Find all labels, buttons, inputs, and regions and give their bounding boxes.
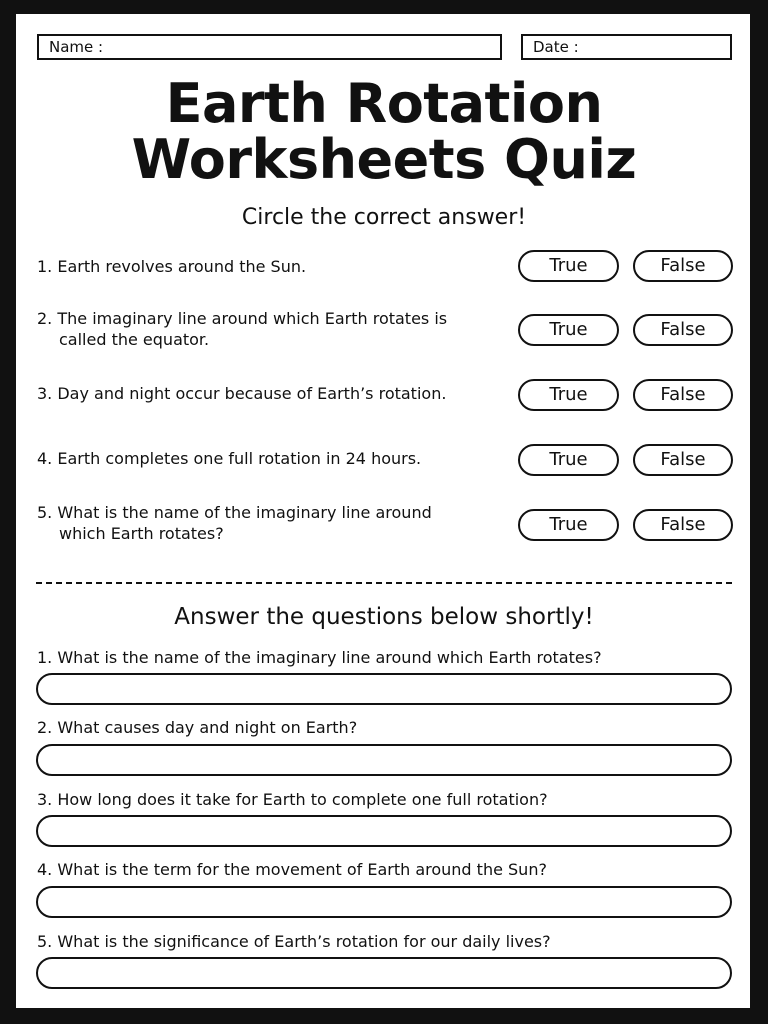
tf-question-number: 4. [37, 449, 53, 468]
tf-question-text: What is the name of the imaginary line around [57, 503, 432, 522]
sa-answer-field-5[interactable] [36, 957, 732, 989]
tf-4-true-option[interactable]: True [518, 444, 619, 476]
tf-5-true-option[interactable]: True [518, 509, 619, 541]
tf-question-2 [37, 308, 497, 350]
instructions-subtitle: Circle the correct answer! [241, 205, 527, 230]
name-field[interactable] [37, 34, 502, 60]
sa-question-text: How long does it take for Earth to complete one full rotation? [57, 790, 548, 809]
tf-question-text: Earth completes one full rotation in 24 hours. [57, 449, 422, 468]
tf-question-5 [37, 502, 497, 544]
tf-question-number: 2. [37, 309, 53, 328]
tf-3-true-option[interactable]: True [518, 379, 619, 411]
sa-question-text: What is the name of the imaginary line around which Earth rotates? [57, 648, 602, 667]
tf-4-false-option[interactable]: False [633, 444, 733, 476]
sa-question-text: What is the significance of Earth’s rotation for our daily lives? [57, 932, 551, 951]
date-field[interactable] [521, 34, 732, 60]
tf-1-true-option[interactable]: True [518, 250, 619, 282]
tf-1-false-option[interactable]: False [633, 250, 733, 282]
sa-question-3 [37, 789, 737, 810]
sa-question-number: 3. [37, 790, 53, 809]
tf-2-false-option[interactable]: False [633, 314, 733, 346]
title-line-1: Earth Rotation [165, 72, 603, 135]
tf-question-text-continued: called the equator. [59, 330, 210, 349]
tf-question-number: 3. [37, 384, 53, 403]
sa-answer-field-2[interactable] [36, 744, 732, 776]
tf-question-4 [37, 448, 497, 469]
sa-question-4 [37, 859, 737, 880]
sa-question-number: 5. [37, 932, 53, 951]
sa-question-text: What is the term for the movement of Earth around the Sun? [57, 860, 547, 879]
tf-question-text: Day and night occur because of Earth’s rotation. [57, 384, 447, 403]
short-answer-heading: Answer the questions below shortly! [174, 604, 594, 630]
sa-question-5 [37, 931, 737, 952]
tf-2-true-option[interactable]: True [518, 314, 619, 346]
tf-question-number: 5. [37, 503, 53, 522]
title-line-2: Worksheets Quiz [131, 128, 637, 191]
sa-answer-field-4[interactable] [36, 886, 732, 918]
tf-question-text-continued: which Earth rotates? [59, 524, 224, 543]
tf-question-1 [37, 256, 497, 277]
page-title [0, 72, 768, 191]
sa-question-text: What causes day and night on Earth? [57, 718, 358, 737]
sa-question-number: 4. [37, 860, 53, 879]
tf-3-false-option[interactable]: False [633, 379, 733, 411]
sa-answer-field-3[interactable] [36, 815, 732, 847]
sa-answer-field-1[interactable] [36, 673, 732, 705]
section-divider [36, 582, 732, 584]
sa-question-number: 1. [37, 648, 53, 667]
sa-question-2 [37, 717, 737, 738]
sa-question-number: 2. [37, 718, 53, 737]
tf-question-number: 1. [37, 257, 53, 276]
tf-question-3 [37, 383, 497, 404]
name-label: Name : [49, 38, 104, 56]
sa-question-1 [37, 647, 737, 668]
tf-question-text: The imaginary line around which Earth rotates is [57, 309, 448, 328]
date-label: Date : [533, 38, 579, 56]
tf-5-false-option[interactable]: False [633, 509, 733, 541]
tf-question-text: Earth revolves around the Sun. [57, 257, 307, 276]
